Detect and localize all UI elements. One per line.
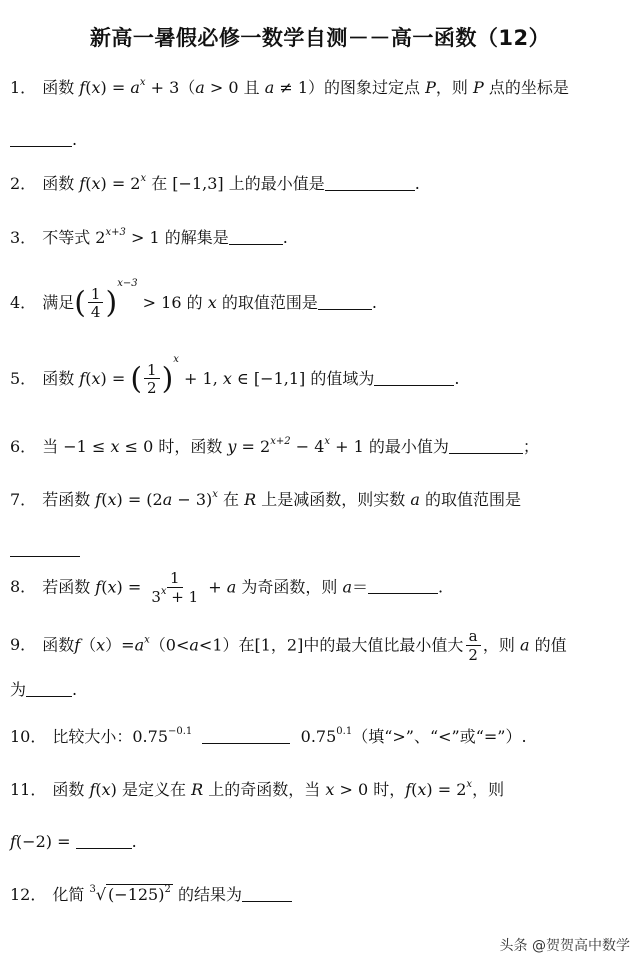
watermark: 头条 @贺贺高中数学 (499, 938, 630, 954)
question-3: 3． 不等式 $2^{x+3} > 1$ 的解集是 . (10, 227, 288, 247)
page-title: 新高一暑假必修一数学自测－－高一函数（12） (89, 26, 551, 50)
question-10: 10． 比较大小：$0.75^{-0.1}$ $0.75^{0.1}$（填“>”、“<”或“=”）. (10, 726, 527, 746)
question-7-answer-line (10, 540, 80, 559)
question-1: 1． 函数 $f(x) = a^x + 3(a > 0$ 且 a ≠ 1）的图象过定点 P，则 P 点的坐标是 (10, 77, 569, 97)
question-5: 5． 函数 f(x) = ( $\frac{1}{2}$ )$^x$ + 1, x ∈ [−1,1] 的值域为 . (10, 354, 460, 398)
question-11-answer-line: f(−2) = . (10, 832, 137, 851)
question-4: 4． 满足( $\frac{1}{4}$ )$^{x-3}$ > 16 的 x 的取值范围是 . (10, 278, 377, 322)
question-6: 6． 当 −1 ≤ x ≤ 0 时，函数 $y = 2^{x+2} - 4^x + 1$ 的最小值为 ； (10, 436, 539, 456)
question-11: 11． 函数 f(x) 是定义在 R 上的奇函数，当 x > 0 时，$f(x) = 2^x$，则 (10, 779, 505, 799)
question-7: 7． 若函数 $f(x) = (2a - 3)^x$ 在 R 上是减函数，则实数 a 的取值范围是 (10, 489, 521, 509)
question-12: 12． 化简 $^3$√ $(-125)^2$ 的结果为 (10, 884, 292, 904)
question-8: 8． 若函数 f(x) = $\frac{1}{3^x + 1}$ + a 为奇函数，则 a＝ . (10, 569, 444, 606)
question-2: 2． 函数 $f(x) = 2^x$ 在 [−1,3] 上的最小值是 . (10, 173, 420, 193)
question-9-answer-line: 为 . (10, 680, 78, 699)
question-9: 9． 函数$f(x)=a^x(0<a<1)$在[1，2]中的最大值比最小值大 $\frac{a}{2}$ ，则 a 的值 (10, 627, 567, 664)
question-1-answer-line: . (10, 130, 77, 149)
